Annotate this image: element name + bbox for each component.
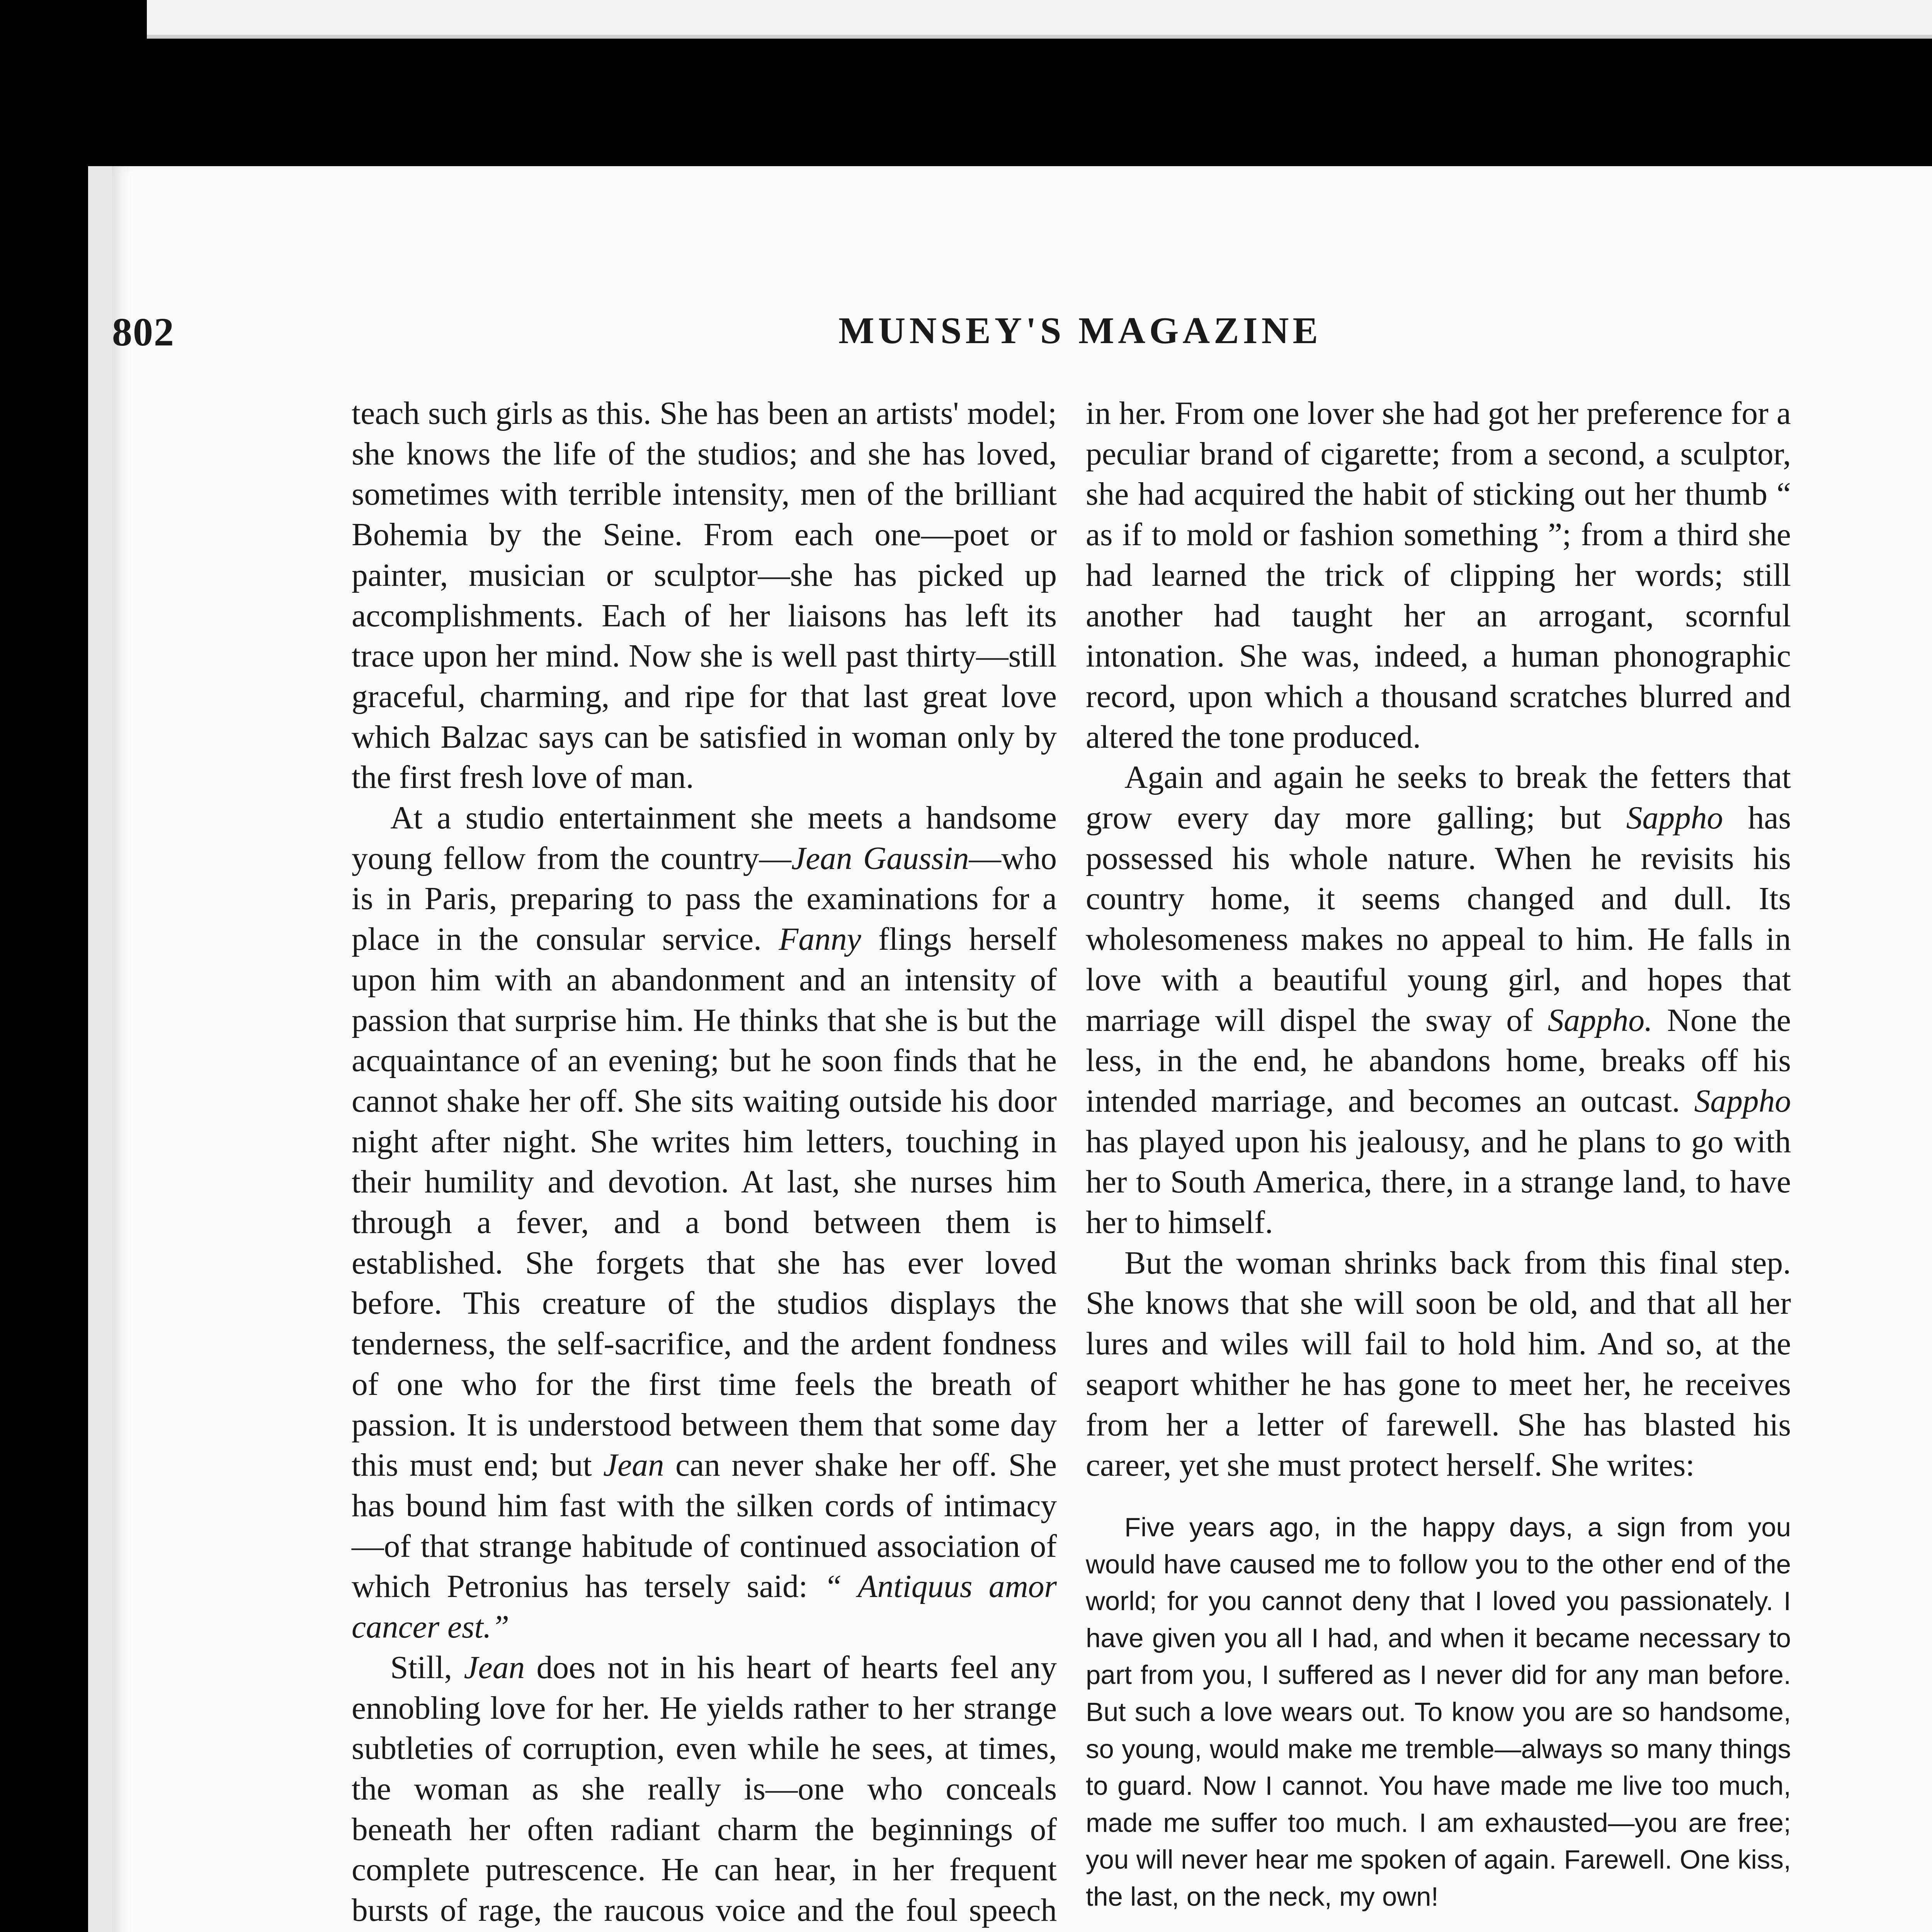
text-run: Still, xyxy=(390,1650,464,1685)
text-run: in her. From one lover she had got her preference for a peculiar brand of cigarette; from a second, a sculptor, she had acquired the habit of sticking out her thumb “ as if to mold or fashion something ”; from a third she had learned the trick of clipping her words; still another had taught her an arrogant, scornful intonation. She was, indeed, a human phonographic record, upon which a thousand scratches blurred and altered the tone produced. xyxy=(1086,396,1791,755)
right-column xyxy=(1086,393,1791,1932)
italic-text: Sappho xyxy=(1694,1083,1791,1119)
text-run: flings herself upon him with an abandonment and an intensity of passion that surprise him. He thinks that she is but the acquaintance of an evening; but he soon finds that he cannot shake her off. She sits waiting outside his door night after night. She writes him letters, touching in their humility and devotion. At last, she nurses him through a fever, and a bond between them is established. She forgets that she has ever loved before. This creature of the studios displays the tenderness, the self-sacrifice, and the ardent fondness of one who for the first time feels the breath of passion. It is understood between them that some day this must end; but xyxy=(352,922,1057,1483)
paragraph xyxy=(352,393,1057,798)
italic-text: “ Antiquus amor cancer est.” xyxy=(352,1569,1057,1645)
text-run: —who is in Paris, preparing to pass the examinations for a place in the consular service. xyxy=(352,840,1057,957)
paragraph xyxy=(1086,757,1791,1243)
text-run: has played upon his jealousy, and he plans to go with her to South America, there, in a strange land, to have her to himself. xyxy=(1086,1124,1791,1241)
text-run: At a studio entertainment she meets a handsome young fellow from the country— xyxy=(352,800,1057,876)
paragraph xyxy=(352,798,1057,1648)
text-run: has possessed his whole nature. When he revisits his country home, it seems changed and dull. Its wholesomeness makes no appeal to him. He falls in love with a beautiful young girl, and hopes that marriage will dispel the sway of xyxy=(1086,800,1791,1038)
italic-text: Fanny xyxy=(779,922,861,957)
paragraph xyxy=(1086,393,1791,757)
italic-text: Sappho xyxy=(1626,800,1723,836)
left-column xyxy=(352,393,1057,1932)
italic-text: Jean xyxy=(603,1447,664,1483)
previous-page-edge xyxy=(147,0,1932,39)
paragraph xyxy=(352,1648,1057,1932)
text-run: None the less, in the end, he abandons home, breaks off his intended marriage, and becomes an outcast. xyxy=(1086,1002,1791,1119)
paragraph xyxy=(1086,1243,1791,1486)
text-run: But the woman shrinks back from this final step. She knows that she will soon be old, and that all her lures and wiles will fail to hold him. And so, at the seaport whither he has gone to meet her, he receives from her a letter of farewell. She has blasted his career, yet she must protect herself. She writes: xyxy=(1086,1245,1791,1483)
italic-text: Sappho. xyxy=(1548,1002,1653,1038)
italic-text: Jean xyxy=(464,1650,525,1685)
text-run: teach such girls as this. She has been an artists' model; she knows the life of the studios; and she has loved, sometimes with terrible intensity, men of the brilliant Bohemia by the Seine. From each one—poet or painter, musician or sculptor—she has picked up accomplishments. Each of her liaisons has left its trace upon her mind. Now she is well past thirty—still graceful, charming, and ripe for that last great love which Balzac says can be satisfied in woman only by the first fresh love of man. xyxy=(352,396,1057,796)
running-head: MUNSEY'S MAGAZINE xyxy=(838,310,1322,352)
text-run: Five years ago, in the happy days, a sign from you would have caused me to follow you to the other end of the world; for you cannot deny that I loved you passionately. I have given you all I had, and when it became necessary to part from you, I suffered as I never did for any man before. But such a love wears out. To know you are so handsome, so young, would make me tremble—always so many things to guard. Now I cannot. You have made me live too much, made me suffer too much. I am exhausted—you are free; you will never hear me spoken of again. Farewell. One kiss, the last, on the neck, my own! xyxy=(1086,1512,1791,1912)
text-run: Again and again he seeks to break the fetters that grow every day more galling; but xyxy=(1086,760,1791,836)
page-number: 802 xyxy=(112,310,175,354)
text-run: can never shake her off. She has bound him fast with the silken cords of intimacy—of that strange habitude of continued association of which Petronius has tersely said: xyxy=(352,1447,1057,1605)
letter-quote xyxy=(1086,1509,1791,1915)
text-run: does not in his heart of hearts feel any ennobling love for her. He yields rather to her strange subtleties of corruption, even while he sees, at times, the woman as she really is—one who conceals beneath her often radiant charm the beginnings of complete putrescence. He can hear, in her frequent bursts of rage, the raucous voice and the foul speech xyxy=(352,1650,1057,1929)
italic-text: Jean Gaussin xyxy=(791,840,969,876)
